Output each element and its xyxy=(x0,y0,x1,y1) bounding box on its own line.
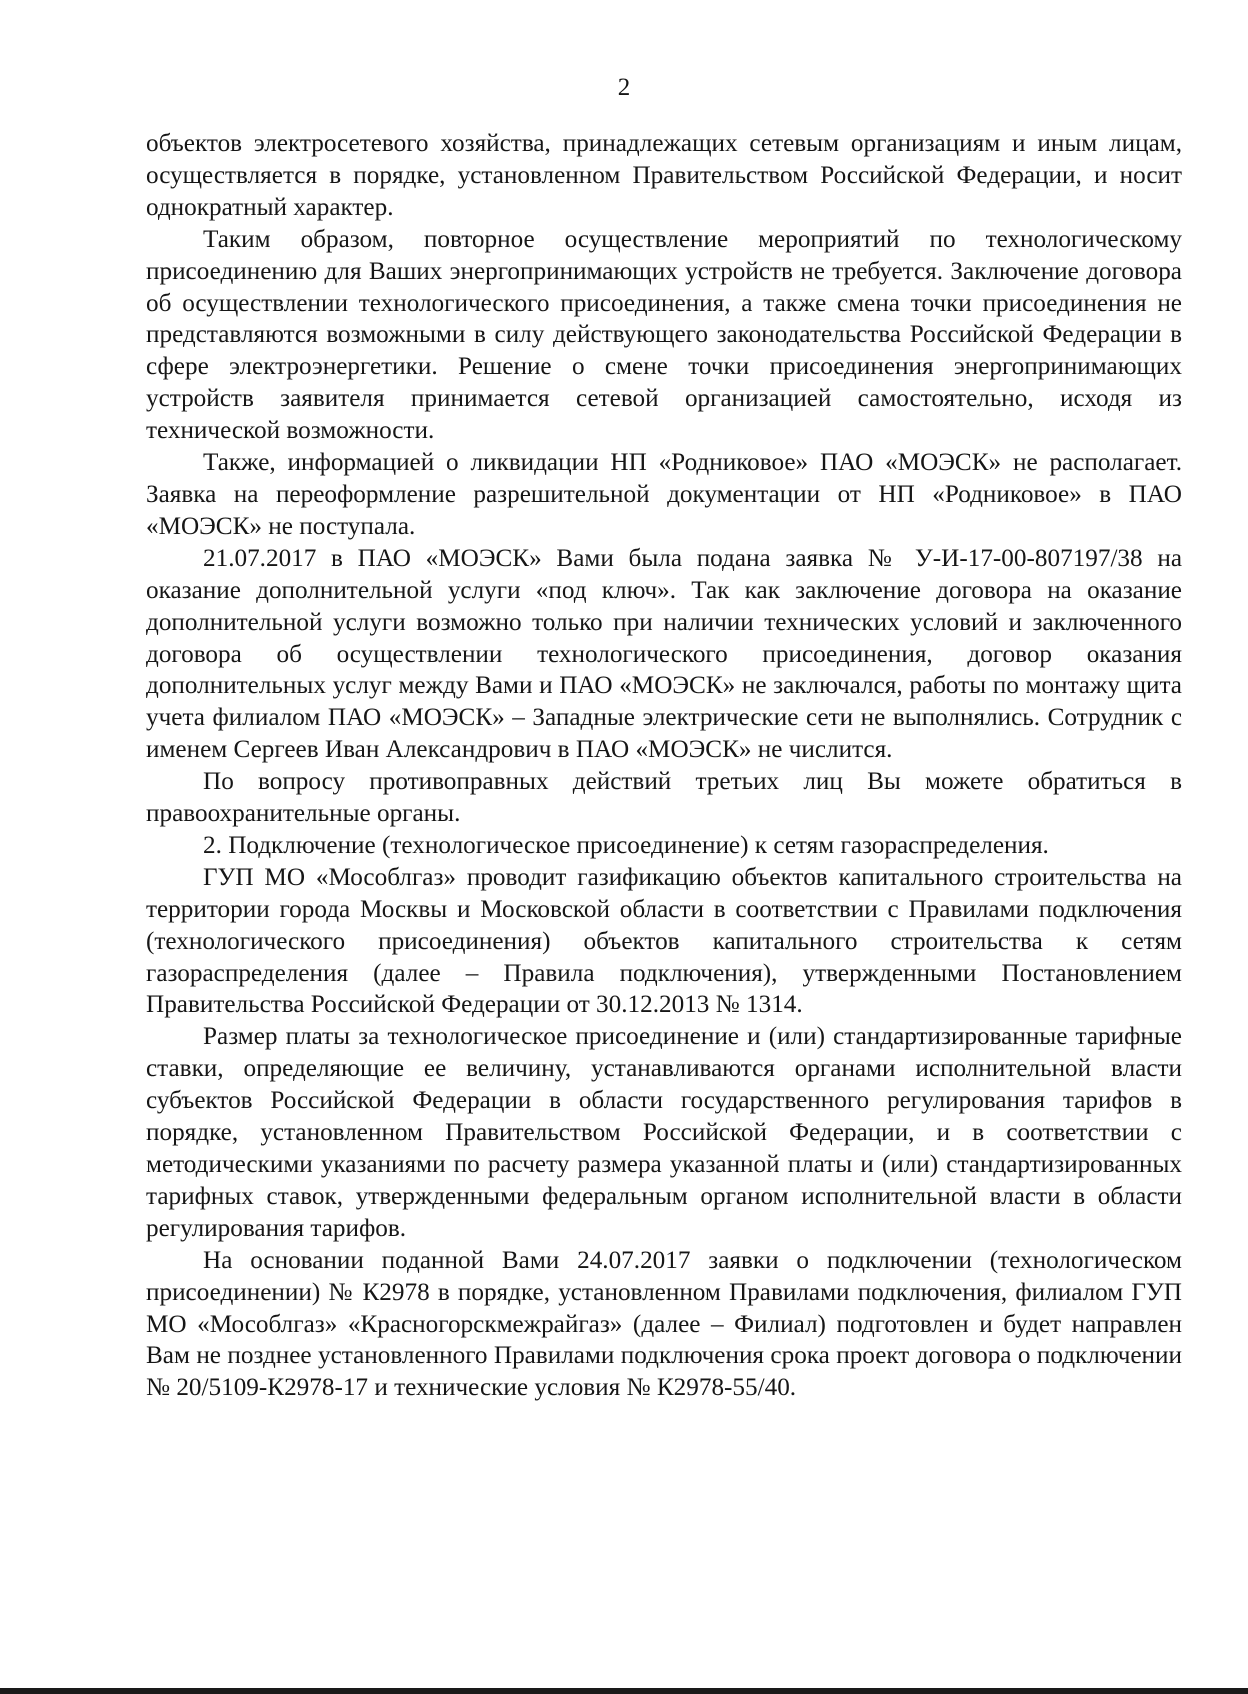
paragraph-5: По вопросу противоправных действий третьих лиц Вы можете обратиться в правоохранительные органы. xyxy=(146,768,1182,828)
paragraph-9: На основании поданной Вами 24.07.2017 заявки о подключении (технологическом присоединении) № К2978 в порядке, установленном Правилами подключения, филиалом ГУП МО «Мособлгаз» «Красногорскмежрайгаз» (далее – Филиал) подготовлен и будет направлен Вам не позднее установленного Правилами подключения срока проект договора о подключении № 20/5109-К2978-17 и технические условия № К2978-55/40. xyxy=(146,1246,1182,1402)
page-number: 2 xyxy=(617,74,631,101)
section-heading-2: 2. Подключение (технологическое присоединение) к сетям газораспределения. xyxy=(203,831,1049,859)
paragraph-2: Таким образом, повторное осуществление мероприятий по технологическому присоединению для Ваших энергопринимающих устройств не требуется. Заключение договора об осуществлении технологического присоединения, а также смена точки присоединения не представляются возможными в силу действующего законодательства Российской Федерации в сфере электроэнергетики. Решение о смене точки присоединения энергопринимающих устройств заявителя принимается сетевой организацией самостоятельно, исходя из технической возможности. xyxy=(146,225,1182,445)
paragraph-8: Размер платы за технологическое присоединение и (или) стандартизированные тарифные ставки, определяющие ее величину, устанавливаются органами исполнительной власти субъектов Российской Федерации в области государственного регулирования тарифов в порядке, установленном Правительством Российской Федерации, и в соответствии с методическими указаниями по расчету размера указанной платы и (или) стандартизированных тарифных ставок, утвержденными федеральным органом исполнительной власти в области регулирования тарифов. xyxy=(146,1023,1182,1242)
paragraph-7: ГУП МО «Мособлгаз» проводит газификацию объектов капитального строительства на территории города Москвы и Московской области в соответствии с Правилами подключения (технологического присоединения) объектов капитального строительства к сетям газораспределения (далее – Правила подключения), утвержденными Постановлением Правительства Российской Федерации от 30.12.2013 № 1314. xyxy=(146,863,1182,1019)
paragraph-4: 21.07.2017 в ПАО «МОЭСК» Вами была подана заявка № У-И-17-00-807197/38 на оказание дополнительной услуги «под ключ». Так как заключение договора на оказание дополнительной услуги возможно только при наличии технических условий и заключенного договора об осуществлении технологического присоединения, договор оказания дополнительных услуг между Вами и ПАО «МОЭСК» не заключался, работы по монтажу щита учета филиалом ПАО «МОЭСК» – Западные электрические сети не выполнялись. Сотрудник с именем Сергеев Иван Александрович в ПАО «МОЭСК» не числится. xyxy=(146,544,1182,764)
paragraph-1: объектов электросетевого хозяйства, принадлежащих сетевым организациям и иным лицам, осуществляется в порядке, установленном Правительством Российской Федерации, и носит однократный характер. xyxy=(146,130,1182,221)
document-body xyxy=(146,128,1182,1404)
scan-bottom-edge xyxy=(0,1688,1248,1694)
paragraph-3: Также, информацией о ликвидации НП «Родниковое» ПАО «МОЭСК» не располагает. Заявка на переоформление разрешительной документации от НП «Родниковое» в ПАО «МОЭСК» не поступала. xyxy=(146,449,1182,540)
